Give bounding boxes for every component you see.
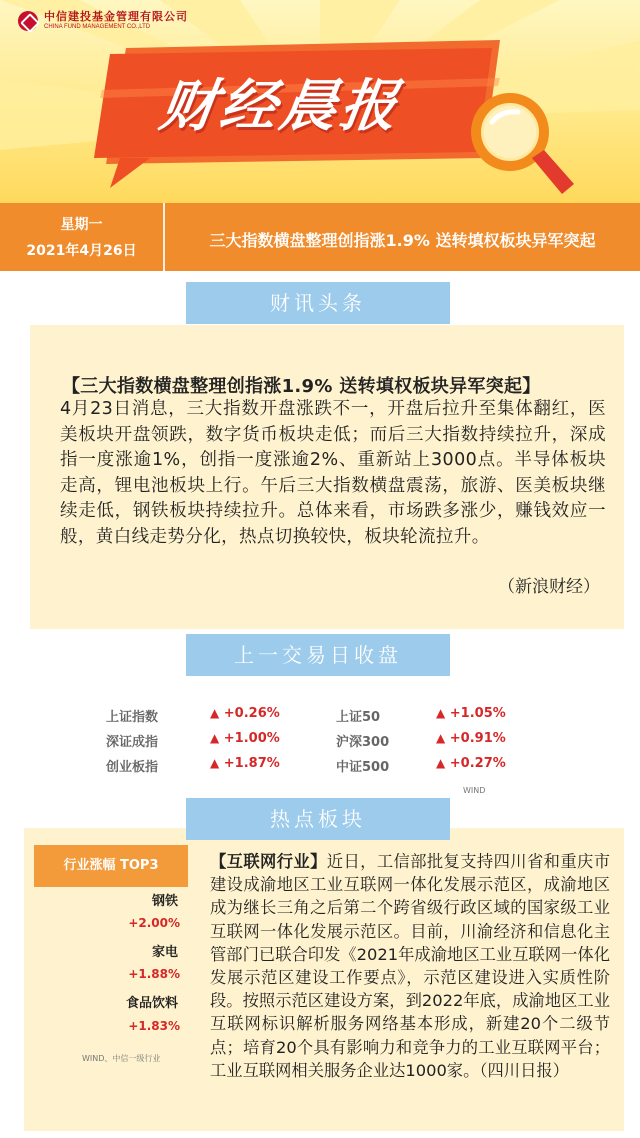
top3-label: 行业涨幅 TOP3 xyxy=(34,845,188,887)
up-arrow-icon: ▲ xyxy=(210,731,220,745)
date-box xyxy=(0,203,163,271)
hot-article xyxy=(210,850,610,1082)
index-row xyxy=(336,731,389,751)
index-change-value: +1.05% xyxy=(449,706,506,721)
magnifier-icon xyxy=(462,92,582,202)
sector-name: 食品饮料 xyxy=(125,996,178,1011)
section-header-news: 财讯头条 xyxy=(186,282,450,324)
index-change xyxy=(210,706,280,726)
banner-title: 财经晨报 xyxy=(155,74,405,139)
hot-article-source: （四川日报） xyxy=(479,1060,569,1080)
index-name: 沪深300 xyxy=(336,735,390,750)
section-header-market: 上一交易日收盘 xyxy=(186,634,450,676)
market-source: WIND xyxy=(463,786,486,795)
sector-change: +2.00% xyxy=(128,916,180,930)
sector-change: +1.83% xyxy=(128,1019,180,1033)
index-change xyxy=(436,731,506,751)
index-row xyxy=(106,706,158,726)
headline: 三大指数横盘整理创指涨1.9% 送转填权板块异军突起 xyxy=(209,231,596,250)
sector-name: 钢铁 xyxy=(151,894,178,909)
company-logo xyxy=(18,10,188,31)
sector-change: +1.88% xyxy=(128,967,180,981)
index-row xyxy=(106,731,158,751)
index-change xyxy=(210,756,280,776)
weekday: 星期一 xyxy=(60,217,103,233)
up-arrow-icon: ▲ xyxy=(210,706,220,720)
index-name: 上证50 xyxy=(336,710,381,725)
up-arrow-icon: ▲ xyxy=(436,706,446,720)
index-name: 中证500 xyxy=(336,760,390,775)
index-row xyxy=(106,756,158,776)
index-change xyxy=(436,706,506,726)
index-row xyxy=(336,756,389,776)
company-name-cn: 中信建投基金管理有限公司 xyxy=(44,10,188,23)
index-name: 上证指数 xyxy=(106,710,159,725)
index-name: 创业板指 xyxy=(106,760,159,775)
sector-source: WIND、中信一级行业 xyxy=(82,1054,161,1063)
banner xyxy=(0,0,640,203)
index-change xyxy=(210,731,280,751)
hot-article-body: 近日，工信部批复支持四川省和重庆市建设成渝地区工业互联网一体化发展示范区，成渝地区成为继长三角之后第二个跨省级行政区域的国家级工业互联网一体化发展示范区。目前，川渝经济和信息化主管部门已联合印发《2021年成渝地区工业互联网一体化发展示范区建设工作要点》，示范区建设进入实质性阶段。按照示范区建设方案，到2022年底，成渝地区工业互联网标识解析服务网络基本形成，新建20个二级节点；培育20个具有影响力和竞争力的工业互联网平台；工业互联网相关服务企业达1000家。 xyxy=(210,852,610,1080)
news-body: 4月23日消息，三大指数开盘涨跌不一，开盘后拉升至集体翻红，医美板块开盘领跌，数字货币板块走低；而后三大指数持续拉升，深成指一度涨逾1%，创指一度涨逾2%、重新站上3000点。半导体板块走高，锂电池板块上行。午后三大指数横盘震荡，旅游、医美板块继续走低，钢铁板块持续拉升。总体来看，市场跌多涨少，赚钱效应一般，黄白线走势分化，热点切换较快，板块轮流拉升。 xyxy=(60,399,606,547)
index-row xyxy=(336,706,380,726)
index-change xyxy=(436,756,506,776)
company-logo-icon xyxy=(18,11,38,31)
index-change-value: +0.27% xyxy=(449,756,506,771)
news-source: （新浪财经） xyxy=(498,577,600,597)
index-name: 深证成指 xyxy=(106,735,159,750)
news-title: 【三大指数横盘整理创指涨1.9% 送转填权板块异军突起】 xyxy=(62,376,541,397)
sector-name: 家电 xyxy=(151,945,178,960)
hot-article-tag: 【互联网行业】 xyxy=(210,852,327,871)
up-arrow-icon: ▲ xyxy=(436,756,446,770)
up-arrow-icon: ▲ xyxy=(210,756,220,770)
date-bar xyxy=(0,203,640,271)
section-header-hot: 热点板块 xyxy=(186,798,450,840)
date: 2021年4月26日 xyxy=(26,243,137,259)
company-name-en: CHINA FUND MANAGEMENT CO.,LTD xyxy=(44,24,151,30)
index-change-value: +0.91% xyxy=(449,731,506,746)
index-change-value: +1.87% xyxy=(223,756,280,771)
index-change-value: +1.00% xyxy=(223,731,280,746)
index-change-value: +0.26% xyxy=(223,706,280,721)
up-arrow-icon: ▲ xyxy=(436,731,446,745)
